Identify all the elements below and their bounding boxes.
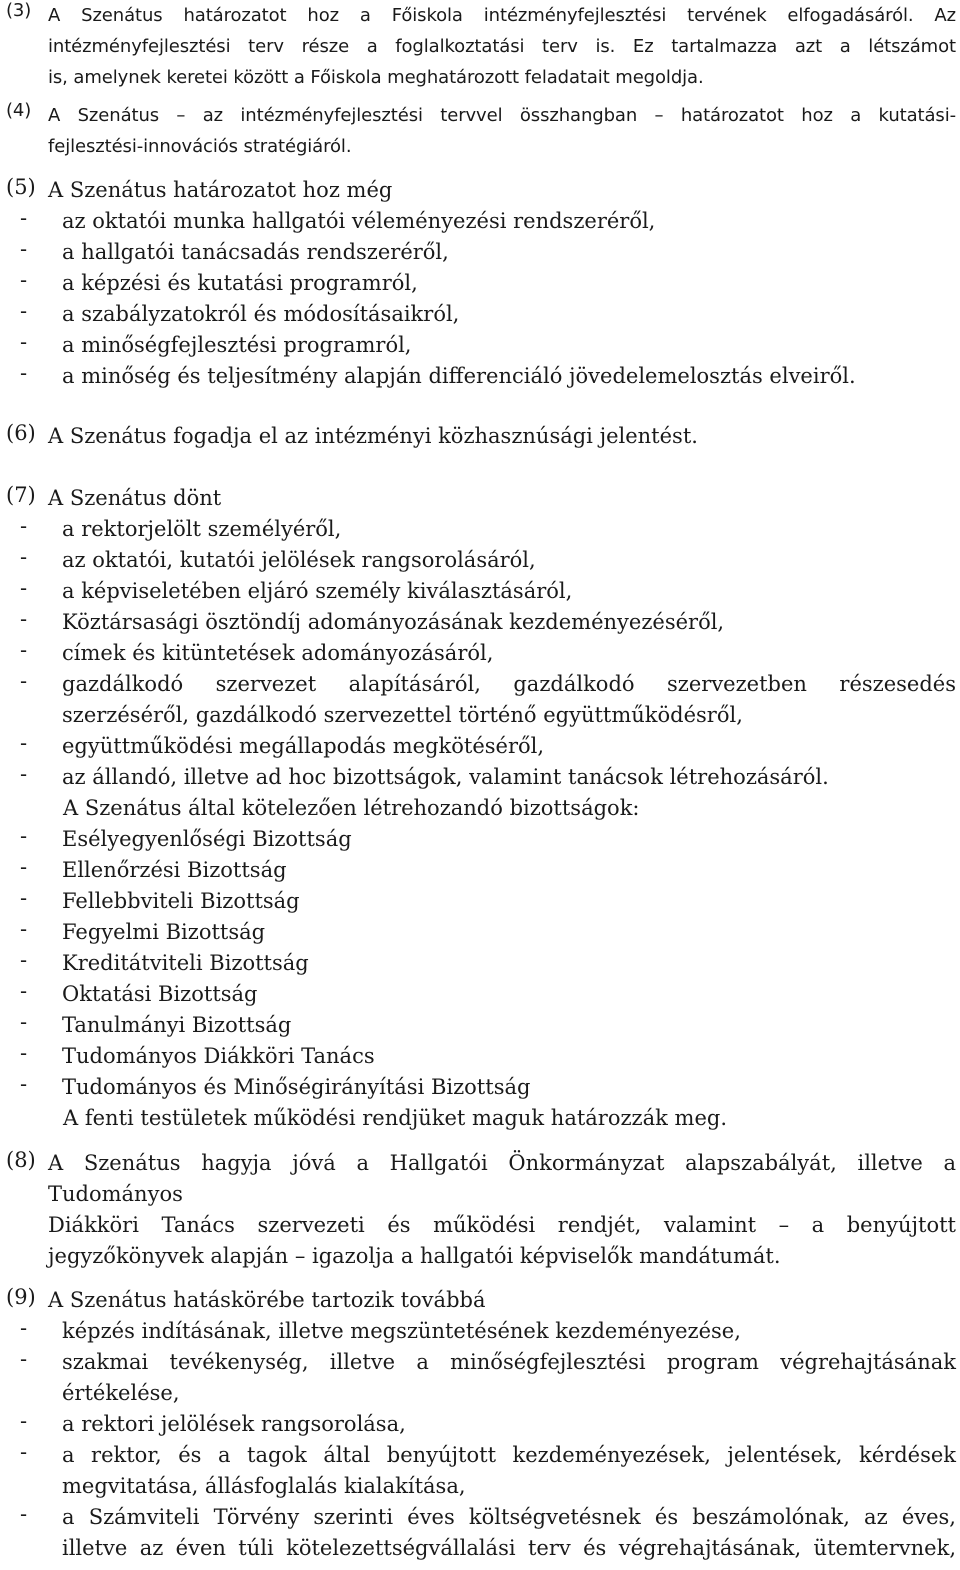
list-item: - a minőségfejlesztési programról, bbox=[20, 330, 412, 357]
list-item: - a rektori jelölések rangsorolása, bbox=[20, 1409, 406, 1436]
list-item: - a szabályzatokról és módosításaikról, bbox=[20, 299, 460, 326]
list-item: - a minőség és teljesítmény alapján differenciáló jövedelemelosztás elveiről. bbox=[20, 361, 856, 388]
paragraph-intro: A Szenátus fogadja el az intézményi közhasznúsági jelentést. bbox=[48, 424, 698, 448]
paragraph-intro: A Szenátus határozatot hoz még bbox=[48, 178, 393, 202]
paragraph-number: (7) bbox=[6, 483, 36, 507]
list-item: - Tudományos Diákköri Tanács bbox=[20, 1041, 375, 1068]
list-dash: - bbox=[20, 576, 28, 600]
text-line: A Szenátus – az intézményfejlesztési tervvel összhangban – határozatot hoz a kutatási- bbox=[48, 105, 956, 126]
list-dash: - bbox=[20, 979, 28, 1003]
list-item: - Köztársasági ösztöndíj adományozásának kezdeményezéséről, bbox=[20, 607, 725, 634]
list-item: - az állandó, illetve ad hoc bizottságok, valamint tanácsok létrehozásáról. bbox=[20, 762, 829, 789]
list-item: - Esélyegyenlőségi Bizottság bbox=[20, 824, 352, 851]
list-dash: - bbox=[20, 762, 28, 786]
paragraph-4 bbox=[6, 100, 956, 162]
list-item: - Kreditátviteli Bizottság bbox=[20, 948, 309, 975]
paragraph-8 bbox=[6, 1148, 956, 1272]
paragraph-number: (3) bbox=[6, 0, 32, 21]
committee-list bbox=[6, 824, 956, 1103]
paragraph-number: (8) bbox=[6, 1148, 36, 1172]
committee-outro: A fenti testületek működési rendjüket maguk határozzák meg. bbox=[63, 1106, 727, 1130]
text-line: fejlesztési-innovációs stratégiáról. bbox=[48, 136, 352, 157]
paragraph-number: (9) bbox=[6, 1285, 36, 1309]
paragraph-5 bbox=[6, 175, 956, 206]
text-line: A Szenátus határozatot hoz a Főiskola intézményfejlesztési tervének elfogadásáról. Az bbox=[48, 5, 956, 26]
list-item: - az oktatói munka hallgatói véleményezési rendszeréről, bbox=[20, 206, 656, 233]
list-dash: - bbox=[20, 669, 28, 693]
paragraph-9 bbox=[6, 1285, 956, 1316]
paragraph-7 bbox=[6, 483, 956, 514]
list-dash: - bbox=[20, 268, 28, 292]
list-dash: - bbox=[20, 917, 28, 941]
list-5 bbox=[6, 206, 956, 392]
list-dash: - bbox=[20, 237, 28, 261]
paragraph-number: (4) bbox=[6, 100, 32, 121]
list-item: - Fellebbviteli Bizottság bbox=[20, 886, 300, 913]
list-item: - Tudományos és Minőségirányítási Bizottság bbox=[20, 1072, 531, 1099]
list-dash: - bbox=[20, 1041, 28, 1065]
list-dash: - bbox=[20, 1316, 28, 1340]
paragraph-6 bbox=[6, 421, 956, 452]
list-item: - a rektor, és a tagok által benyújtott kezdeményezések, jelentések, kérdések megvitatása, állásfoglalás kialakítása, bbox=[20, 1440, 956, 1498]
paragraph-number: (6) bbox=[6, 421, 36, 445]
list-dash: - bbox=[20, 638, 28, 662]
list-item: - együttműködési megállapodás megkötéséről, bbox=[20, 731, 545, 758]
paragraph-intro: A Szenátus hatáskörébe tartozik továbbá bbox=[48, 1288, 486, 1312]
list-item: - az oktatói, kutatói jelölések rangsorolásáról, bbox=[20, 545, 536, 572]
list-item: - Oktatási Bizottság bbox=[20, 979, 258, 1006]
text-line: jegyzőkönyvek alapján – igazolja a hallgatói képviselők mandátumát. bbox=[48, 1244, 781, 1268]
list-dash: - bbox=[20, 855, 28, 879]
text-line: Diákköri Tanács szervezeti és működési rendjét, valamint – a benyújtott bbox=[48, 1213, 956, 1237]
list-item: - címek és kitüntetések adományozásáról, bbox=[20, 638, 494, 665]
list-item: - a rektorjelölt személyéről, bbox=[20, 514, 342, 541]
list-dash: - bbox=[20, 824, 28, 848]
list-item: - a hallgatói tanácsadás rendszeréről, bbox=[20, 237, 449, 264]
text-line: A Szenátus hagyja jóvá a Hallgatói Önkormányzat alapszabályát, illetve a Tudományos bbox=[48, 1151, 956, 1206]
list-item: - a Számviteli Törvény szerinti éves költségvetésnek és beszámolónak, az éves, illetve az éven túli kötelezettségvállalási terv és végrehajtásának, ütemtervnek, bbox=[20, 1502, 956, 1560]
list-9 bbox=[6, 1316, 956, 1564]
list-dash: - bbox=[20, 1502, 28, 1526]
list-dash: - bbox=[20, 514, 28, 538]
list-dash: - bbox=[20, 1347, 28, 1371]
list-dash: - bbox=[20, 607, 28, 631]
committee-intro: A Szenátus által kötelezően létrehozandó bizottságok: bbox=[63, 796, 640, 820]
text-line: intézményfejlesztési terv része a foglalkoztatási terv is. Ez tartalmazza azt a létszámot bbox=[48, 36, 956, 57]
list-dash: - bbox=[20, 1010, 28, 1034]
paragraph-3 bbox=[6, 0, 956, 93]
list-item: - a képzési és kutatási programról, bbox=[20, 268, 418, 295]
list-dash: - bbox=[20, 299, 28, 323]
list-dash: - bbox=[20, 361, 28, 385]
paragraph-intro: A Szenátus dönt bbox=[48, 486, 222, 510]
list-dash: - bbox=[20, 886, 28, 910]
list-item: - a képviseletében eljáró személy kiválasztásáról, bbox=[20, 576, 573, 603]
list-7 bbox=[6, 514, 956, 793]
list-item: - Ellenőrzési Bizottság bbox=[20, 855, 287, 882]
list-dash: - bbox=[20, 1409, 28, 1433]
list-item: - Fegyelmi Bizottság bbox=[20, 917, 266, 944]
text-line: is, amelynek keretei között a Főiskola meghatározott feladatait megoldja. bbox=[48, 67, 704, 88]
list-item: - Tanulmányi Bizottság bbox=[20, 1010, 292, 1037]
list-dash: - bbox=[20, 1440, 28, 1464]
list-dash: - bbox=[20, 545, 28, 569]
paragraph-number: (5) bbox=[6, 175, 36, 199]
list-item: - szakmai tevékenység, illetve a minőségfejlesztési program végrehajtásának értékelése, bbox=[20, 1347, 956, 1405]
list-item: - képzés indításának, illetve megszüntetésének kezdeményezése, bbox=[20, 1316, 741, 1343]
list-dash: - bbox=[20, 731, 28, 755]
list-dash: - bbox=[20, 948, 28, 972]
list-item: - gazdálkodó szervezet alapításáról, gazdálkodó szervezetben részesedés szerzéséről, gazdálkodó szervezettel történő együttműködésről, bbox=[20, 669, 956, 727]
list-dash: - bbox=[20, 1072, 28, 1096]
list-dash: - bbox=[20, 330, 28, 354]
list-dash: - bbox=[20, 206, 28, 230]
